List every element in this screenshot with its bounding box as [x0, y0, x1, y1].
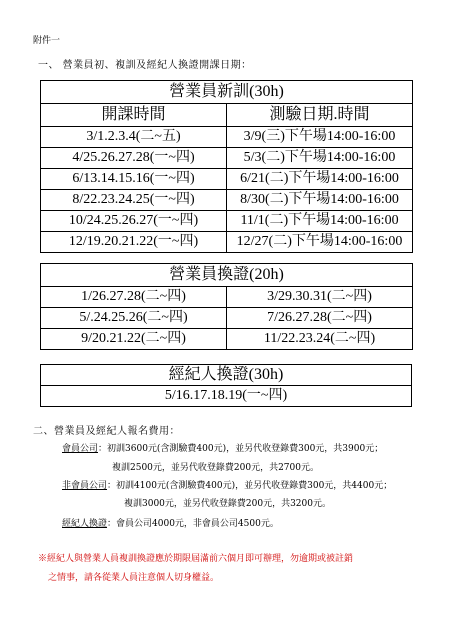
attachment-label: 附件一 — [33, 36, 61, 46]
table-cell: 6/21(二)下午場14:00-16:00 — [227, 169, 413, 190]
fee-member-text1: ：初訓3600元(含測驗費400元)，並另代收登錄費300元，共3900元； — [98, 444, 384, 454]
table-cell: 3/29.30.31(二~四) — [227, 287, 413, 308]
fee-member-label: 會員公司 — [62, 444, 99, 454]
fee-nonmember-line1 — [62, 478, 392, 491]
table-cell: 3/9(三)下午場14:00-16:00 — [227, 127, 413, 148]
section1-title: 一、 營業員初、複訓及經紀人換證開課日期： — [38, 60, 252, 71]
table-cell: 12/19.20.21.22(一~四) — [41, 232, 227, 253]
table-title-row — [41, 264, 413, 287]
table-title-row — [41, 365, 412, 386]
table-cell: 8/30(二)下午場14:00-16:00 — [227, 190, 413, 211]
fee-member-line1 — [62, 441, 383, 454]
table-cell: 5/3(二)下午場14:00-16:00 — [227, 148, 413, 169]
note-line2: 之情事，請各從業人員注意個人切身權益。 — [48, 573, 220, 583]
renewal-title: 營業員換證(20h) — [41, 264, 413, 287]
table-cell: 5/.24.25.26(二~四) — [41, 308, 227, 329]
fee-nonmember-label: 非會員公司 — [62, 481, 108, 491]
fee-nonmember-text1: ：初訓4100元(含測驗費400元)，並另代收登錄費300元，共4400元； — [107, 481, 393, 491]
renewal-table — [40, 263, 413, 350]
fee-broker-label: 經紀人換證 — [62, 519, 108, 529]
table-cell: 11/22.23.24(二~四) — [227, 329, 413, 350]
table-row — [41, 148, 413, 169]
new-training-title: 營業員新訓(30h) — [41, 81, 413, 104]
note-line1: ※經紀人與營業人員複訓換證應於期限屆滿前六個月即可辦理，勿逾期或被註銷 — [38, 554, 354, 564]
table-row — [41, 190, 413, 211]
table-row — [41, 308, 413, 329]
new-training-table — [40, 80, 413, 253]
fee-nonmember-line2: 複訓3000元，並另代收登錄費200元，共3200元。 — [124, 499, 331, 509]
table-row — [41, 287, 413, 308]
broker-renewal-table — [40, 364, 412, 407]
column-header-class-time: 開課時間 — [41, 104, 227, 127]
table-cell: 7/26.27.28(二~四) — [227, 308, 413, 329]
fee-broker-line — [62, 516, 279, 529]
table-cell: 4/25.26.27.28(一~四) — [41, 148, 227, 169]
table-row — [41, 386, 412, 407]
table-title-row — [41, 81, 413, 104]
table-row — [41, 329, 413, 350]
column-header-exam-time: 測驗日期.時間 — [227, 104, 413, 127]
table-row — [41, 169, 413, 190]
fee-member-line2: 複訓2500元，並另代收登錄費200元，共2700元。 — [112, 463, 319, 473]
section2-title: 二、營業員及經紀人報名費用： — [33, 426, 180, 437]
table-cell: 10/24.25.26.27(一~四) — [41, 211, 227, 232]
table-row — [41, 232, 413, 253]
table-cell: 9/20.21.22(二~四) — [41, 329, 227, 350]
table-row — [41, 211, 413, 232]
table-row — [41, 127, 413, 148]
table-cell: 6/13.14.15.16(一~四) — [41, 169, 227, 190]
table-cell: 5/16.17.18.19(一~四) — [41, 386, 412, 407]
table-header-row — [41, 104, 413, 127]
table-cell: 1/26.27.28(二~四) — [41, 287, 227, 308]
table-cell: 12/27(二)下午場14:00-16:00 — [227, 232, 413, 253]
table-cell: 3/1.2.3.4(二~五) — [41, 127, 227, 148]
broker-renewal-title: 經紀人換證(30h) — [41, 365, 412, 386]
table-cell: 11/1(二)下午場14:00-16:00 — [227, 211, 413, 232]
table-cell: 8/22.23.24.25(一~四) — [41, 190, 227, 211]
fee-broker-text: ：會員公司4000元，非會員公司4500元。 — [107, 519, 279, 529]
